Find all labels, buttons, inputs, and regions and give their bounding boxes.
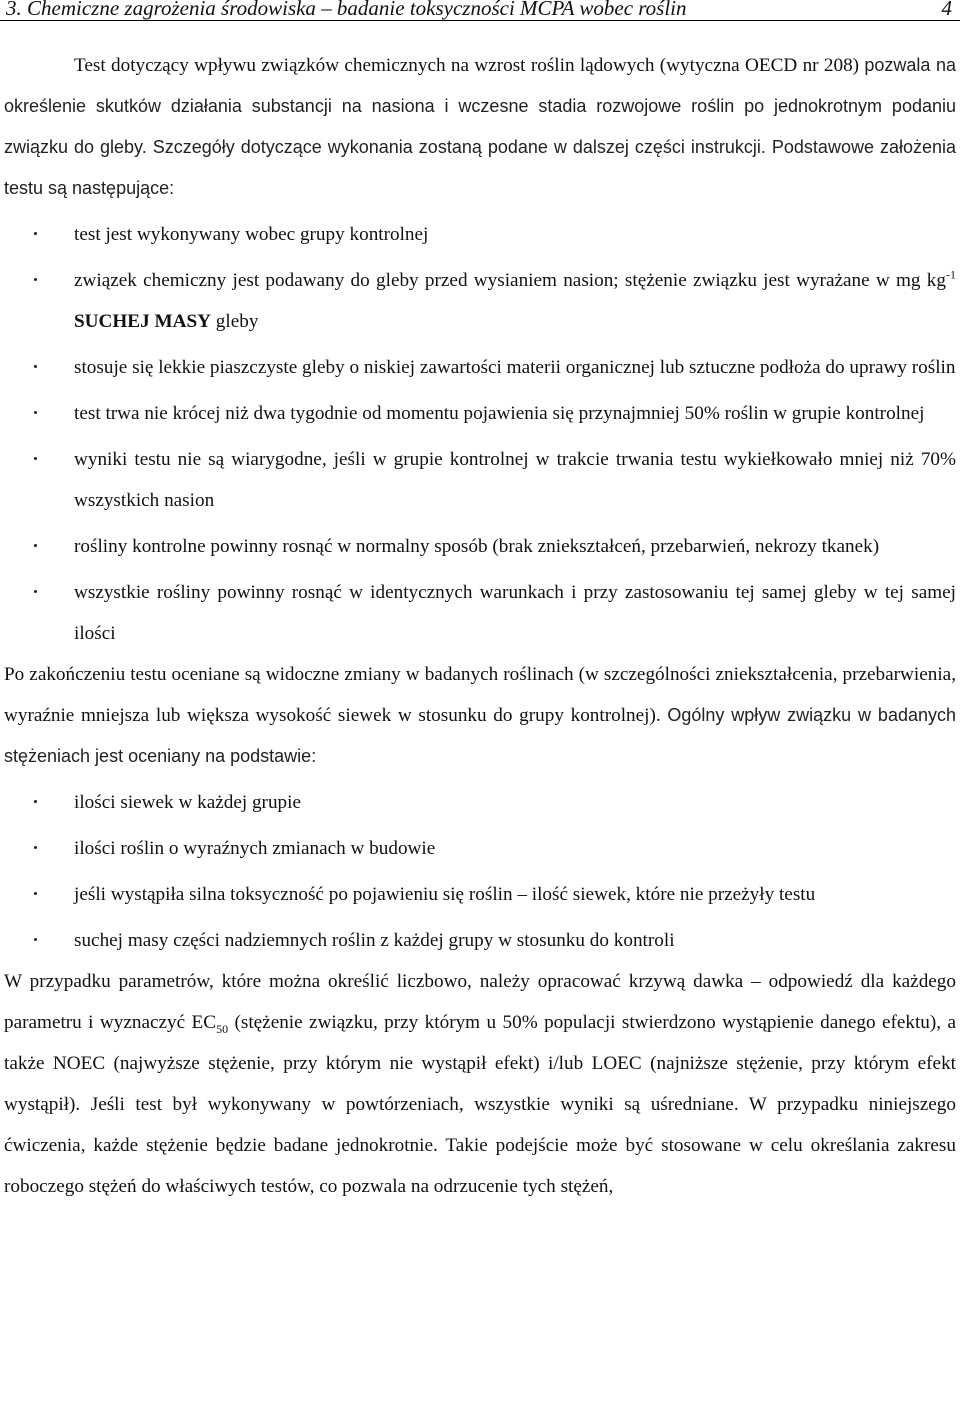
evaluation-text-1: Po zakończeniu testu oceniane są widoczne zmiany w badanych roślinach (w szczególności zniekształcenia, przebarwienia, wyraźnie mniejsza lub większa wysokość siewek w stosunku do grupy kontrolnej). (4, 664, 956, 726)
bullet-icon (34, 365, 37, 368)
bullet-icon (34, 278, 37, 281)
list-item-text: test jest wykonywany wobec grupy kontrolnej (74, 224, 429, 245)
criteria-list (4, 782, 956, 961)
results-text-2: (stężenie związku, przy którym u 50% populacji stwierdzono wystąpienie danego efektu), a także NOEC (najwyższe stężenie, przy którym nie wystąpił efekt) i/lub LOEC (najniższe stężenie, przy którym efekt wystąpił). Jeśli test był wykonywany w powtórzeniach, wszystkie wyniki są uśredniane. W przypadku niniejszego ćwiczenia, każde stężenie będzie badane jednokrotnie. Takie podejście może być stosowane w celu określania zakresu roboczego stężeń do właściwych testów, co pozwala na odrzucenie tych stężeń, (4, 1012, 956, 1197)
results-text-1: W przypadku parametrów, które można określić liczbowo, należy opracować krzywą dawka – odpowiedź dla każdego parametru i wyznaczyć EC (4, 971, 956, 1033)
page-header (0, 0, 960, 21)
list-item (4, 260, 956, 342)
bullet-icon (34, 232, 37, 235)
chapter-title: 3. Chemiczne zagrożenia środowiska – badanie toksyczności MCPA wobec roślin (6, 0, 687, 20)
intro-text-2: pozwala na określenie skutków działania substancji na nasiona i wczesne stadia rozwojowe roślin po jednokrotnym podaniu związku do gleby. Szczegóły dotyczące wykonania zostaną podane w dalszej części instrukcji. Podstawowe założenia testu są następujące: (4, 55, 956, 198)
list-item-text: ilości roślin o wyraźnych zmianach w budowie (74, 838, 436, 859)
emphasis-text: SUCHEJ MASY (74, 311, 211, 332)
bullet-icon (34, 544, 37, 547)
list-item-text: jeśli wystąpiła silna toksyczność po pojawieniu się roślin – ilość siewek, które nie przeżyły testu (74, 884, 816, 905)
results-paragraph (4, 961, 956, 1207)
bullet-icon (34, 411, 37, 414)
list-item (4, 874, 956, 915)
assumptions-list (4, 214, 956, 654)
bullet-icon (34, 938, 37, 941)
bullet-icon (34, 590, 37, 593)
evaluation-text-2: Ogólny wpływ związku w badanych stężeniach jest oceniany na podstawie: (4, 705, 956, 766)
bullet-icon (34, 800, 37, 803)
intro-paragraph (4, 45, 956, 209)
evaluation-paragraph (4, 654, 956, 777)
bullet-icon (34, 457, 37, 460)
list-item (4, 782, 956, 823)
list-item (4, 439, 956, 521)
bullet-icon (34, 892, 37, 895)
list-item-text: związek chemiczny jest podawany do gleby przed wysianiem nasion; stężenie związku jest wyrażane w mg kg (74, 270, 946, 291)
list-item-text: suchej masy części nadziemnych roślin z każdej grupy w stosunku do kontroli (74, 930, 675, 951)
document-body (4, 45, 956, 1207)
subscript: 50 (216, 1021, 229, 1036)
list-item (4, 214, 956, 255)
page-number: 4 (941, 0, 952, 20)
list-item-text: ilości siewek w każdej grupie (74, 792, 301, 813)
list-item-text: stosuje się lekkie piaszczyste gleby o niskiej zawartości materii organicznej lub sztuczne podłoża do uprawy roślin (74, 357, 956, 378)
list-item (4, 526, 956, 567)
list-item-text: wszystkie rośliny powinny rosnąć w identycznych warunkach i przy zastosowaniu tej samej gleby w tej samej ilości (74, 582, 956, 644)
bullet-icon (34, 846, 37, 849)
list-item (4, 347, 956, 388)
list-item (4, 920, 956, 961)
intro-text-1: Test dotyczący wpływu związków chemicznych na wzrost roślin lądowych (wytyczna OECD nr 208) (74, 55, 865, 76)
list-item-text-after: gleby (215, 311, 259, 332)
list-item-text: wyniki testu nie są wiarygodne, jeśli w grupie kontrolnej w trakcie trwania testu wykiełkowało mniej niż 70% wszystkich nasion (74, 449, 956, 511)
list-item-text: rośliny kontrolne powinny rosnąć w normalny sposób (brak zniekształceń, przebarwień, nekrozy tkanek) (74, 536, 880, 557)
list-item-text: test trwa nie krócej niż dwa tygodnie od momentu pojawienia się przynajmniej 50% roślin w grupie kontrolnej (74, 403, 925, 424)
superscript: -1 (946, 267, 956, 282)
list-item (4, 828, 956, 869)
list-item (4, 572, 956, 654)
list-item (4, 393, 956, 434)
